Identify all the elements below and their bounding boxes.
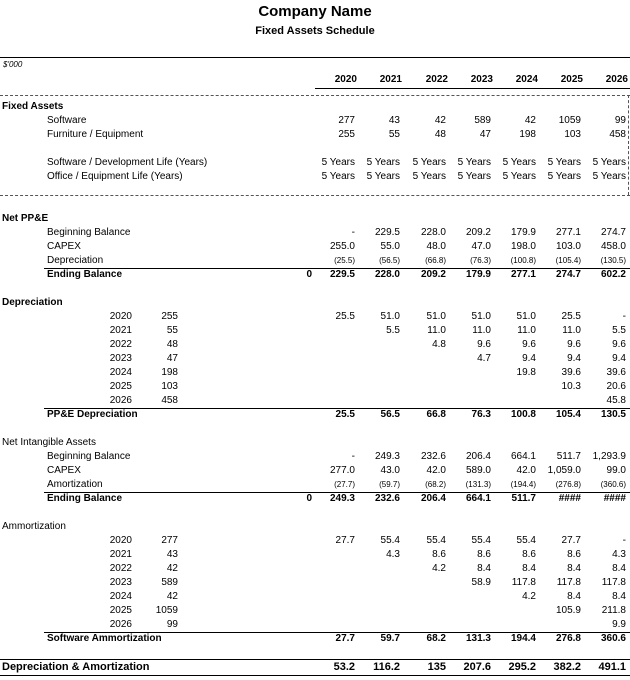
value-cell: 103 xyxy=(564,129,581,140)
value-cell: 8.4 xyxy=(567,591,581,602)
value-cell: 4.2 xyxy=(432,563,446,574)
value-cell: 66.8 xyxy=(426,409,446,420)
depreciation-vintage-row xyxy=(0,310,630,324)
value-cell: 55.4 xyxy=(516,535,536,546)
value-cell: (276.8) xyxy=(555,480,581,489)
vintage-amount: 42 xyxy=(166,591,178,602)
value-cell: 5.5 xyxy=(612,325,626,336)
total-bottom-rule xyxy=(0,675,630,676)
value-cell: 5 Years xyxy=(502,157,536,168)
value-cell: 179.9 xyxy=(465,269,491,280)
value-cell: 249.3 xyxy=(374,451,400,462)
value-cell: 8.6 xyxy=(522,549,536,560)
vintage-year: 2025 xyxy=(109,605,132,616)
value-cell: 47 xyxy=(479,129,491,140)
value-cell: 209.2 xyxy=(420,269,446,280)
value-cell: 211.8 xyxy=(601,605,626,616)
value-cell: 277.1 xyxy=(510,269,536,280)
value-cell: 11.0 xyxy=(427,325,446,336)
value-cell: (130.5) xyxy=(600,256,626,265)
net-ppe-row xyxy=(0,226,630,240)
year-header-2026: 2026 xyxy=(605,74,628,85)
value-cell: 27.7 xyxy=(335,535,355,546)
value-cell: 51.0 xyxy=(471,311,491,322)
vintage-amount: 589 xyxy=(161,577,178,588)
value-cell: 5 Years xyxy=(547,157,581,168)
row-label: Software xyxy=(47,115,87,126)
value-cell: 45.8 xyxy=(606,395,626,406)
vintage-amount: 99 xyxy=(166,619,178,630)
value-cell: 117.8 xyxy=(556,577,581,588)
row-label: Software Ammortization xyxy=(47,633,162,644)
vintage-year: 2022 xyxy=(109,563,132,574)
vintage-year: 2025 xyxy=(109,381,132,392)
depreciation-amortization-total-row xyxy=(0,660,630,674)
value-cell: (25.5) xyxy=(334,256,355,265)
value-cell: 19.8 xyxy=(516,367,536,378)
vintage-amount: 42 xyxy=(166,563,178,574)
value-cell: 1,059.0 xyxy=(547,465,581,476)
section-title: Fixed Assets xyxy=(2,101,64,112)
value-cell: 5.5 xyxy=(386,325,400,336)
fixed-asset-row xyxy=(0,128,630,142)
value-cell: 58.9 xyxy=(471,577,491,588)
value-cell: - xyxy=(351,451,355,462)
vintage-amount: 43 xyxy=(166,549,178,560)
value-cell: 232.6 xyxy=(420,451,446,462)
value-cell: 5 Years xyxy=(321,171,355,182)
value-cell: 9.9 xyxy=(612,619,626,630)
value-cell: 5 Years xyxy=(412,157,446,168)
vintage-year: 2023 xyxy=(109,577,132,588)
value-cell: 20.6 xyxy=(606,381,626,392)
value-cell: 48 xyxy=(434,129,446,140)
section-header-net-ppe xyxy=(0,212,630,226)
value-cell: 43.0 xyxy=(380,465,400,476)
value-cell: 59.7 xyxy=(380,633,400,644)
value-cell: 9.6 xyxy=(612,339,626,350)
value-cell: - xyxy=(622,535,626,546)
vintage-year: 2020 xyxy=(109,311,132,322)
row-label: Software / Development Life (Years) xyxy=(47,157,208,168)
vintage-year: 2021 xyxy=(109,325,132,336)
value-cell: 4.3 xyxy=(386,549,400,560)
value-cell: 103.0 xyxy=(555,241,581,252)
vintage-amount: 1059 xyxy=(155,605,178,616)
amortization-vintage-row xyxy=(0,590,630,604)
value-cell: 8.4 xyxy=(612,563,626,574)
value-cell: (105.4) xyxy=(555,256,581,265)
value-cell: 39.6 xyxy=(561,367,581,378)
value-cell: 209.2 xyxy=(465,227,491,238)
value-cell: 55.4 xyxy=(471,535,491,546)
value-cell: 27.7 xyxy=(335,633,355,644)
value-cell: 589.0 xyxy=(465,465,491,476)
value-cell: #### xyxy=(603,493,626,504)
depreciation-vintage-row xyxy=(0,324,630,338)
vintage-year: 2024 xyxy=(109,367,132,378)
title-separator xyxy=(0,57,630,58)
value-cell: 664.1 xyxy=(510,451,536,462)
value-cell: (360.6) xyxy=(600,480,626,489)
year-header-2022: 2022 xyxy=(425,74,448,85)
value-cell: 117.8 xyxy=(511,577,536,588)
value-cell: 274.7 xyxy=(555,269,581,280)
value-cell: 51.0 xyxy=(516,311,536,322)
value-cell: 43 xyxy=(388,115,400,126)
section-title: Depreciation xyxy=(2,297,63,308)
value-cell: 194.4 xyxy=(510,633,536,644)
value-cell: 135 xyxy=(427,661,446,673)
depreciation-vintage-row xyxy=(0,366,630,380)
vintage-amount: 55 xyxy=(166,325,178,336)
value-cell: 8.4 xyxy=(612,591,626,602)
vintage-year: 2021 xyxy=(109,549,132,560)
row-label: Ending Balance xyxy=(47,269,123,280)
value-cell: 76.3 xyxy=(471,409,491,420)
row-label: CAPEX xyxy=(47,241,81,252)
value-cell: 206.4 xyxy=(420,493,446,504)
value-cell: 664.1 xyxy=(465,493,491,504)
vintage-amount: 458 xyxy=(161,395,178,406)
value-cell: 232.6 xyxy=(374,493,400,504)
year-header-2024: 2024 xyxy=(515,74,538,85)
value-cell: 55.4 xyxy=(426,535,446,546)
row-label: Beginning Balance xyxy=(47,227,131,238)
value-cell: 99 xyxy=(614,115,626,126)
value-cell: 27.7 xyxy=(561,535,581,546)
year-header-2025: 2025 xyxy=(560,74,583,85)
value-cell: 55 xyxy=(388,129,400,140)
net-ppe-ending-balance-row xyxy=(0,268,630,282)
value-cell: 255 xyxy=(338,129,355,140)
row-label: Furniture / Equipment xyxy=(47,129,144,140)
value-cell: 274.7 xyxy=(600,227,626,238)
value-cell: 1,293.9 xyxy=(592,451,626,462)
value-cell: 228.0 xyxy=(374,269,400,280)
header-underline xyxy=(315,88,630,89)
selection-border-top xyxy=(0,95,630,96)
amortization-vintage-row xyxy=(0,618,630,632)
vintage-amount: 47 xyxy=(166,353,178,364)
value-cell: 382.2 xyxy=(553,661,581,673)
value-cell: 5 Years xyxy=(592,157,626,168)
value-cell: 198.0 xyxy=(510,241,536,252)
vintage-year: 2026 xyxy=(109,395,132,406)
value-cell: 105.4 xyxy=(555,409,581,420)
value-cell: 131.3 xyxy=(465,633,491,644)
value-cell: 5 Years xyxy=(457,171,491,182)
section-title: Net Intangible Assets xyxy=(2,437,96,448)
value-cell: 25.5 xyxy=(335,409,355,420)
ppe-depreciation-total-row xyxy=(0,408,630,422)
value-cell: 228.0 xyxy=(420,227,446,238)
value-cell: 56.5 xyxy=(380,409,400,420)
vintage-year: 2023 xyxy=(109,353,132,364)
value-cell: 42 xyxy=(524,115,536,126)
value-cell: 42.0 xyxy=(516,465,536,476)
value-cell: 99.0 xyxy=(606,465,626,476)
value-cell: 53.2 xyxy=(333,661,355,673)
section-title: Ammortization xyxy=(2,521,66,532)
value-cell: 8.4 xyxy=(522,563,536,574)
value-cell: 9.6 xyxy=(477,339,491,350)
value-cell: 277.1 xyxy=(555,227,581,238)
value-cell: 589 xyxy=(474,115,491,126)
schedule-title: Fixed Assets Schedule xyxy=(255,25,375,37)
depreciation-vintage-row xyxy=(0,394,630,408)
value-cell: 277 xyxy=(338,115,355,126)
value-cell: 198 xyxy=(519,129,536,140)
value-cell: - xyxy=(622,311,626,322)
net-intangible-row xyxy=(0,478,630,492)
software-amortization-total-row xyxy=(0,632,630,646)
amortization-vintage-row xyxy=(0,548,630,562)
row-label: Beginning Balance xyxy=(47,451,131,462)
net-ppe-row xyxy=(0,254,630,268)
year-header-2020: 2020 xyxy=(334,74,357,85)
row-label: CAPEX xyxy=(47,465,81,476)
value-cell: 277.0 xyxy=(329,465,355,476)
value-cell: 602.2 xyxy=(600,269,626,280)
value-cell: 511.7 xyxy=(556,451,581,462)
row-label: Amortization xyxy=(47,479,103,490)
selection-border-bottom xyxy=(0,195,630,196)
section-title: Net PP&E xyxy=(2,213,49,224)
value-cell: 206.4 xyxy=(465,451,491,462)
value-cell: 25.5 xyxy=(335,311,355,322)
section-header-fixed-assets xyxy=(0,100,630,114)
opening-zero: 0 xyxy=(306,269,312,280)
value-cell: 8.6 xyxy=(567,549,581,560)
value-cell: 48.0 xyxy=(426,241,446,252)
value-cell: 207.6 xyxy=(463,661,491,673)
value-cell: 5 Years xyxy=(457,157,491,168)
value-cell: 105.9 xyxy=(555,605,581,616)
company-name: Company Name xyxy=(258,3,372,20)
value-cell: 276.8 xyxy=(555,633,581,644)
value-cell: 249.3 xyxy=(329,493,355,504)
value-cell: 8.4 xyxy=(477,563,491,574)
vintage-amount: 255 xyxy=(161,311,178,322)
value-cell: 511.7 xyxy=(511,493,536,504)
year-header-2023: 2023 xyxy=(470,74,493,85)
value-cell: 130.5 xyxy=(600,409,626,420)
value-cell: 51.0 xyxy=(380,311,400,322)
value-cell: 4.2 xyxy=(522,591,536,602)
fixed-asset-row xyxy=(0,114,630,128)
vintage-year: 2020 xyxy=(109,535,132,546)
row-label: PP&E Depreciation xyxy=(47,409,138,420)
value-cell: 116.2 xyxy=(373,661,400,673)
value-cell: (131.3) xyxy=(465,480,491,489)
section-header-depreciation xyxy=(0,296,630,310)
value-cell: 8.6 xyxy=(432,549,446,560)
value-cell: - xyxy=(351,227,355,238)
net-ppe-row xyxy=(0,240,630,254)
value-cell: 51.0 xyxy=(426,311,446,322)
value-cell: 10.3 xyxy=(561,381,581,392)
year-header-2021: 2021 xyxy=(379,74,402,85)
section-header-net-intangible xyxy=(0,436,630,450)
value-cell: #### xyxy=(558,493,581,504)
value-cell: (66.8) xyxy=(425,256,446,265)
value-cell: 5 Years xyxy=(366,157,400,168)
value-cell: 5 Years xyxy=(502,171,536,182)
value-cell: 360.6 xyxy=(600,633,626,644)
value-cell: 295.2 xyxy=(508,661,536,673)
amortization-vintage-row xyxy=(0,562,630,576)
useful-life-row xyxy=(0,156,630,170)
net-intangible-ending-balance-row xyxy=(0,492,630,506)
useful-life-row xyxy=(0,170,630,184)
amortization-vintage-row xyxy=(0,534,630,548)
row-label: Depreciation & Amortization xyxy=(2,661,150,673)
value-cell: 458.0 xyxy=(600,241,626,252)
value-cell: 55.4 xyxy=(380,535,400,546)
value-cell: 42 xyxy=(434,115,446,126)
value-cell: 5 Years xyxy=(366,171,400,182)
value-cell: 11.0 xyxy=(562,325,581,336)
amortization-vintage-row xyxy=(0,604,630,618)
amortization-vintage-row xyxy=(0,576,630,590)
value-cell: 47.0 xyxy=(471,241,491,252)
section-header-amortization xyxy=(0,520,630,534)
value-cell: 8.4 xyxy=(567,563,581,574)
vintage-amount: 48 xyxy=(166,339,178,350)
value-cell: 55.0 xyxy=(380,241,400,252)
value-cell: 5 Years xyxy=(321,157,355,168)
depreciation-vintage-row xyxy=(0,380,630,394)
opening-zero: 0 xyxy=(306,493,312,504)
value-cell: 9.4 xyxy=(522,353,536,364)
depreciation-vintage-row xyxy=(0,338,630,352)
value-cell: (68.2) xyxy=(425,480,446,489)
value-cell: 25.5 xyxy=(561,311,581,322)
row-label: Office / Equipment Life (Years) xyxy=(47,171,183,182)
value-cell: (76.3) xyxy=(470,256,491,265)
value-cell: 9.4 xyxy=(567,353,581,364)
vintage-amount: 103 xyxy=(161,381,178,392)
value-cell: (56.5) xyxy=(379,256,400,265)
vintage-year: 2026 xyxy=(109,619,132,630)
value-cell: (100.8) xyxy=(510,256,536,265)
row-label: Ending Balance xyxy=(47,493,123,504)
value-cell: 9.6 xyxy=(522,339,536,350)
value-cell: 68.2 xyxy=(426,633,446,644)
value-cell: 255.0 xyxy=(329,241,355,252)
row-label: Depreciation xyxy=(47,255,104,266)
net-intangible-row xyxy=(0,464,630,478)
value-cell: 5 Years xyxy=(592,171,626,182)
value-cell: 117.8 xyxy=(601,577,626,588)
value-cell: 229.5 xyxy=(374,227,400,238)
value-cell: 5 Years xyxy=(547,171,581,182)
value-cell: 8.6 xyxy=(477,549,491,560)
value-cell: 458 xyxy=(609,129,626,140)
value-cell: 9.6 xyxy=(567,339,581,350)
net-intangible-row xyxy=(0,450,630,464)
value-cell: 9.4 xyxy=(612,353,626,364)
value-cell: 11.0 xyxy=(517,325,536,336)
vintage-amount: 277 xyxy=(161,535,178,546)
value-cell: 179.9 xyxy=(510,227,536,238)
units-label: $'000 xyxy=(3,60,23,69)
value-cell: 229.5 xyxy=(329,269,355,280)
value-cell: 4.8 xyxy=(432,339,446,350)
total-top-rule xyxy=(0,659,630,660)
value-cell: 100.8 xyxy=(510,409,536,420)
depreciation-vintage-row xyxy=(0,352,630,366)
value-cell: (27.7) xyxy=(334,480,355,489)
vintage-year: 2022 xyxy=(109,339,132,350)
value-cell: 1059 xyxy=(558,115,581,126)
vintage-amount: 198 xyxy=(161,367,178,378)
value-cell: 5 Years xyxy=(412,171,446,182)
value-cell: 11.0 xyxy=(472,325,491,336)
value-cell: 4.3 xyxy=(612,549,626,560)
value-cell: 4.7 xyxy=(477,353,491,364)
value-cell: 42.0 xyxy=(426,465,446,476)
value-cell: (59.7) xyxy=(379,480,400,489)
vintage-year: 2024 xyxy=(109,591,132,602)
value-cell: (194.4) xyxy=(510,480,536,489)
value-cell: 39.6 xyxy=(606,367,626,378)
value-cell: 491.1 xyxy=(598,661,626,673)
